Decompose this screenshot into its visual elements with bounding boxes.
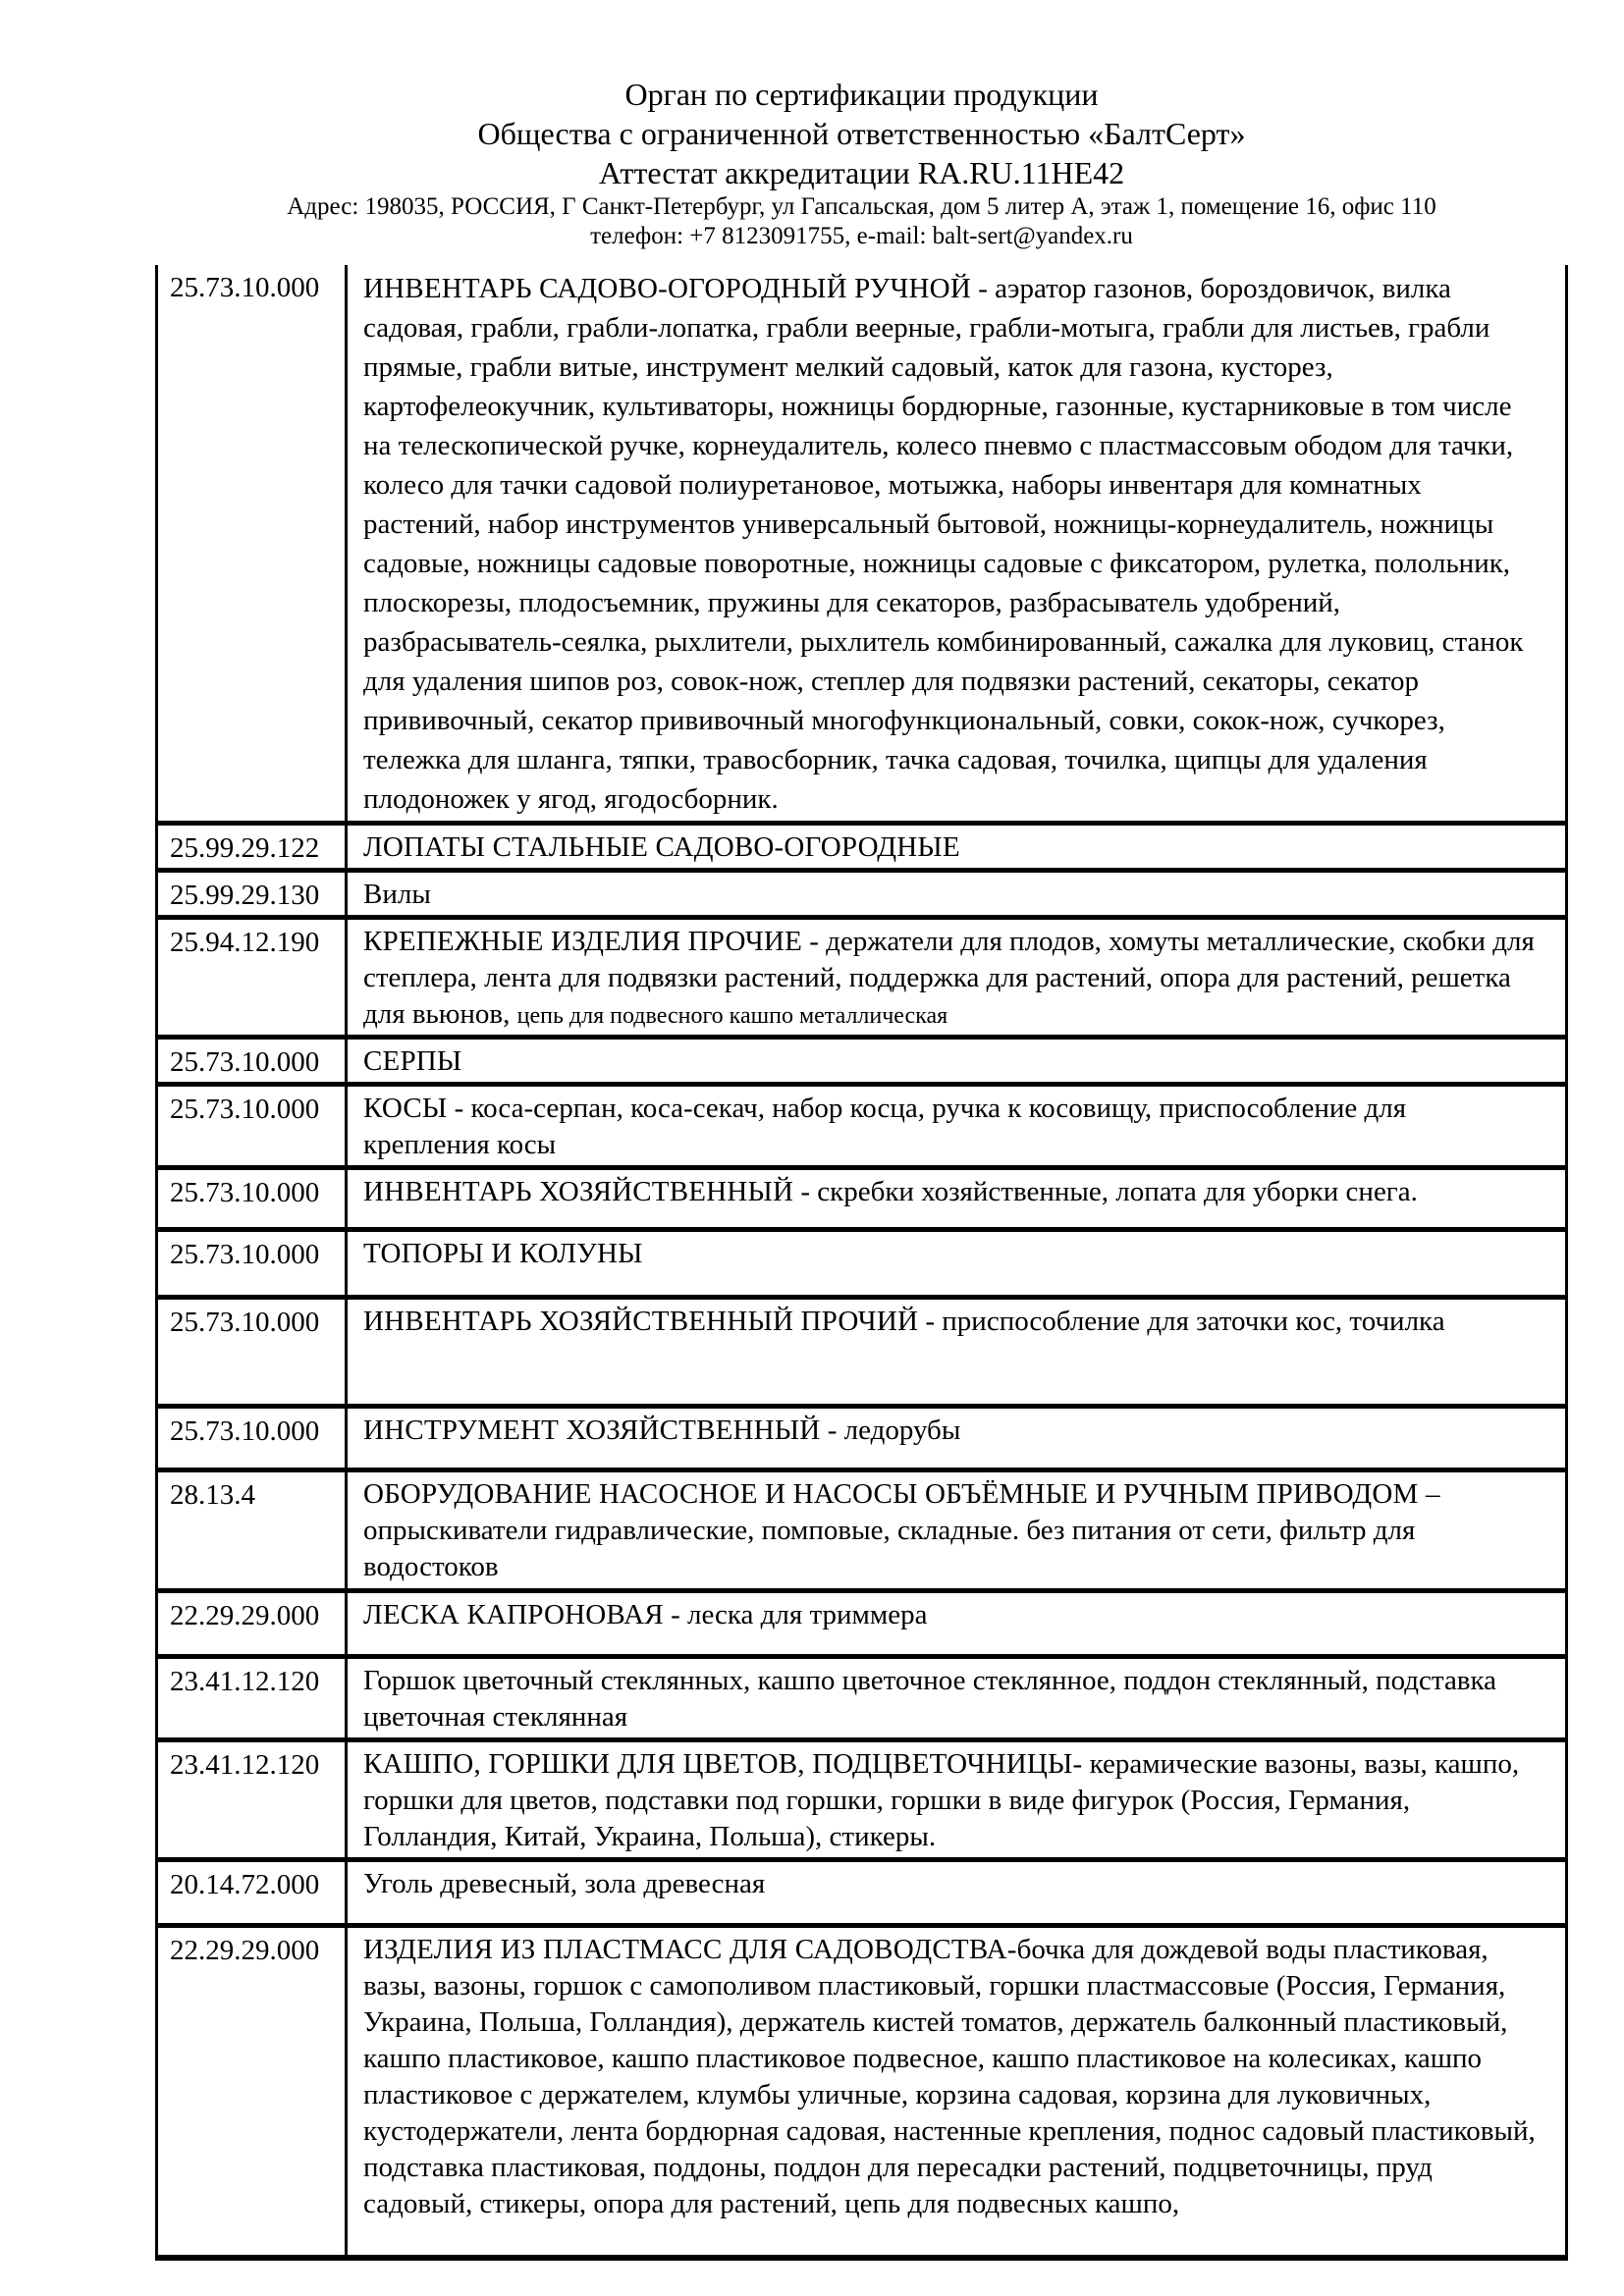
table-row [155,1165,1568,1227]
product-code: 28.13.4 [155,1472,348,1588]
contacts-line: телефон: +7 8123091755, e-mail: balt-sert@yandex.ru [590,223,1133,249]
product-items-text: - держатели для плодов, хомуты металлические, скобки для степлера, лента для подвязки растений, поддержка для растений, опора для растений, решетка для вьюнов, [363,926,1535,1030]
product-code: 25.73.10.000 [155,1040,348,1082]
product-items-text: - аэратор газонов, бороздовичок, вилка садовая, грабли, грабли-лопатка, грабли веерные, грабли-мотыга, грабли для листьев, грабли прямые, грабли витые, инструмент мелкий садовый, каток для газона, кусторез, картофелеокучник, культиваторы, ножницы бордюрные, газонные, кустарниковые в том числе на телескопической ручке, корнеудалитель, колесо пневмо с пластмассовым ободом для тачки, колесо для тачки садовой полиуретановое, мотыжка, наборы инвентаря для комнатных растений, набор инструментов универсальный бытовой, ножницы-корнеудалитель, ножницы садовые, ножницы садовые поворотные, ножницы садовые с фиксатором, рулетка, полольник, плоскорезы, плодосъемник, пружины для секаторов, разбрасыватель удобрений, разбрасыватель-сеялка, рыхлители, рыхлитель комбинированный, сажалка для луковиц, станок для удаления шипов роз, совок-нож, степлер для подвязки растений, секаторы, секатор прививочный, секатор прививочный многофункциональный, совки, сокок-нож, сучкорез, тележка для шланга, тяпки, травосборник, тачка садовая, точилка, щипцы для удаления плодоножек у ягод, ягодосборник. [363,273,1524,815]
product-category-title: ЛОПАТЫ СТАЛЬНЫЕ САДОВО-ОГОРОДНЫЕ [363,831,960,863]
table-row [155,1404,1568,1468]
product-code: 25.73.10.000 [155,1087,348,1165]
table-row [155,1654,1568,1737]
table-row [155,1857,1568,1923]
product-description [348,873,1568,915]
product-code: 25.73.10.000 [155,1232,348,1295]
product-category-title: ИНСТРУМЕНТ ХОЗЯЙСТВЕННЫЙ [363,1415,821,1446]
org-name-line: Общества с ограниченной ответственностью «БалтСерт» [477,116,1246,151]
product-code: 25.73.10.000 [155,1170,348,1227]
product-items-text: - коса-серпан, коса-секач, набор косца, ручка к косовищу, приспособление для крепления косы [363,1093,1407,1160]
certification-header [155,75,1568,251]
product-description [348,1409,1568,1468]
product-description [348,1300,1568,1404]
table-row [155,265,1568,821]
product-items-text: Вилы [363,879,431,910]
product-description [348,1232,1568,1295]
table-row [155,1468,1568,1588]
org-title-line: Орган по сертификации продукции [624,77,1099,112]
address-line: Адрес: 198035, РОССИЯ, Г Санкт-Петербург, ул Гапсальская, дом 5 литер А, этаж 1, помещение 16, офис 110 [287,193,1436,220]
product-code: 23.41.12.120 [155,1742,348,1857]
product-description [348,1170,1568,1227]
product-code: 25.73.10.000 [155,265,348,821]
product-code: 25.94.12.190 [155,920,348,1035]
product-category-title: КОСЫ [363,1093,448,1124]
product-code: 22.29.29.000 [155,1928,348,2255]
product-description [348,1659,1568,1737]
product-category-title: ЛЕСКА КАПРОНОВАЯ [363,1599,664,1630]
product-description [348,920,1568,1035]
product-items-text: бочка для дождевой воды пластиковая, вазы, вазоны, горшок с самополивом пластиковый, горшки пластмассовые (Россия, Германия, Украина, Польша, Голландия), держатель кистей томатов, держатель балконный пластиковый, кашпо пластиковое, кашпо пластиковое подвесное, кашпо пластиковое на колесиках, кашпо пластиковое с держателем, клумбы уличные, корзина садовая, корзина для луковичных, кустодержатели, лента бордюрная садовая, настенные крепления, поднос садовый пластиковый, подставка пластиковая, поддоны, поддон для пересадки растений, подцветочницы, пруд садовый, стикеры, опора для растений, цепь для подвесных кашпо, [363,1934,1536,2219]
table-row [155,821,1568,868]
table-row [155,1227,1568,1295]
table-row [155,868,1568,915]
product-category-title: ИНВЕНТАРЬ САДОВО-ОГОРОДНЫЙ РУЧНОЙ [363,273,971,304]
product-items-text: - приспособление для заточки кос, точилка [918,1306,1445,1337]
product-category-title: КРЕПЕЖНЫЕ ИЗДЕЛИЯ ПРОЧИЕ [363,926,802,957]
product-code: 25.73.10.000 [155,1300,348,1404]
product-category-title: СЕРПЫ [363,1045,462,1077]
table-row [155,1588,1568,1654]
product-category-title: ИНВЕНТАРЬ ХОЗЯЙСТВЕННЫЙ ПРОЧИЙ [363,1306,919,1337]
product-description [348,265,1568,821]
table-row [155,1082,1568,1165]
product-code: 25.73.10.000 [155,1409,348,1468]
product-description [348,826,1568,868]
table-row [155,1923,1568,2255]
product-description [348,1472,1568,1588]
table-row [155,1295,1568,1404]
product-category-title: ИНВЕНТАРЬ ХОЗЯЙСТВЕННЫЙ [363,1176,794,1207]
product-description [348,1040,1568,1082]
product-items-text: - ледорубы [820,1415,961,1446]
product-description [348,1928,1568,2255]
product-code: 22.29.29.000 [155,1593,348,1654]
product-description [348,1742,1568,1857]
product-description [348,1593,1568,1654]
product-code: 25.99.29.130 [155,873,348,915]
product-code: 25.99.29.122 [155,826,348,868]
product-items-text: керамические вазоны, вазы, кашпо, горшки для цветов, подставки под горшки, горшки в виде фигурок (Россия, Германия, Голландия, Китай, Украина, Польша), стикеры. [363,1748,1520,1852]
table-row [155,1035,1568,1082]
product-category-title: ТОПОРЫ И КОЛУНЫ [363,1238,643,1269]
product-code: 20.14.72.000 [155,1862,348,1923]
product-items-text: Уголь древесный, зола древесная [363,1868,766,1899]
product-table [155,265,1568,2261]
table-row [155,915,1568,1035]
accreditation-line: Аттестат аккредитации RA.RU.11HE42 [598,155,1125,190]
product-items-text: Горшок цветочный стеклянных, кашпо цветочное стеклянное, поддон стеклянный, подставка цветочная стеклянная [363,1665,1497,1733]
product-category-title: КАШПО, ГОРШКИ ДЛЯ ЦВЕТОВ, ПОДЦВЕТОЧНИЦЫ- [363,1748,1083,1780]
product-description [348,1087,1568,1165]
product-note-text: цепь для подвесного кашпо металлическая [516,1003,948,1029]
product-items-text: опрыскиватели гидравлические, помповые, складные. без питания от сети, фильтр для водостоков [363,1515,1416,1582]
product-items-text: - скребки хозяйственные, лопата для уборки снега. [793,1176,1418,1207]
table-row [155,1737,1568,1857]
product-code: 23.41.12.120 [155,1659,348,1737]
product-description [348,1862,1568,1923]
product-category-title: ИЗДЕЛИЯ ИЗ ПЛАСТМАСС ДЛЯ САДОВОДСТВА- [363,1934,1017,1965]
product-items-text: - леска для триммера [663,1599,928,1630]
product-category-title: ОБОРУДОВАНИЕ НАСОСНОЕ И НАСОСЫ ОБЪЁМНЫЕ И РУЧНЫМ ПРИВОДОМ – [363,1478,1440,1510]
